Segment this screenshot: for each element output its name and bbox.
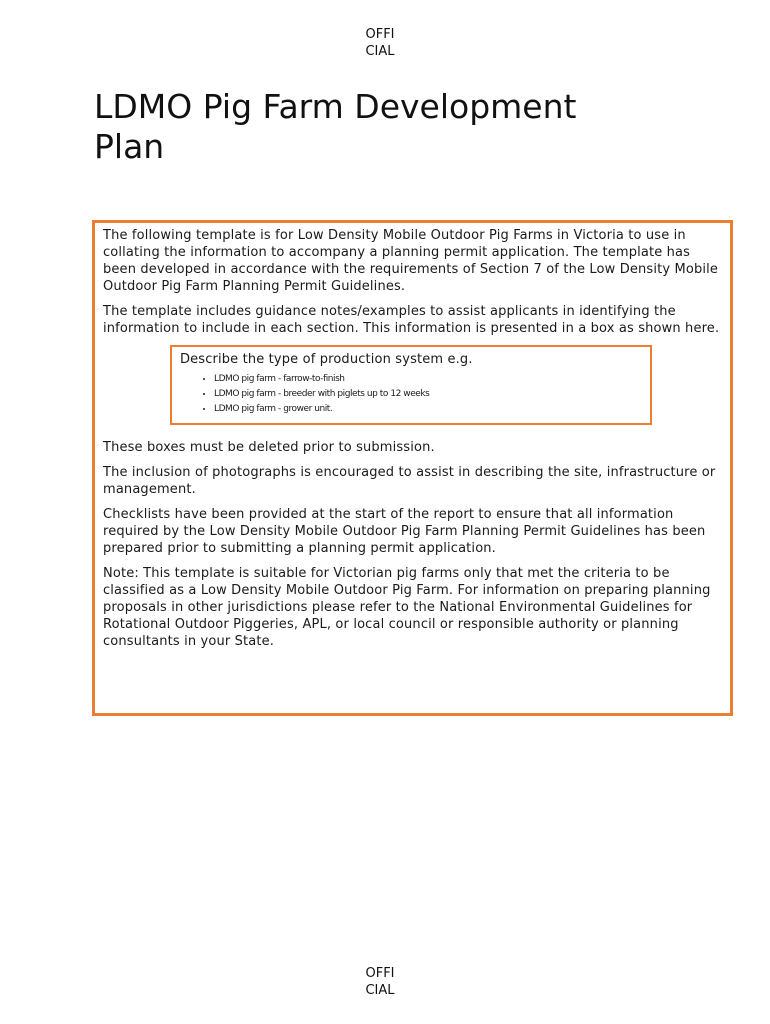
classification-line-2: CIAL [365, 44, 395, 59]
guidance-paragraph-note: Note: This template is suitable for Victorian pig farms only that met the criteria to be classified as a Low Density Mobile Outdoor Pig Farm. For information on preparing planning proposals in other jurisdictions please refer to the National Environmental Guidelines for Rotational Outdoor Piggeries, APL, or local council or responsible authority or planning consultants in your State. [103, 566, 711, 649]
classification-line-1: OFFI [365, 966, 395, 981]
document-title-line-1: LDMO Pig Farm Development [94, 87, 577, 126]
classification-marking-header [340, 26, 420, 60]
document-title-line-2: Plan [94, 127, 165, 166]
document-title [94, 87, 694, 167]
guidance-paragraph-checklists: Checklists have been provided at the start of the report to ensure that all information required by the Low Density Mobile Outdoor Pig Farm Planning Permit Guidelines has been prepared prior to submitting a planning permit application. [103, 507, 706, 556]
example-guidance-box [170, 345, 652, 425]
classification-line-1: OFFI [365, 27, 395, 42]
example-list [180, 373, 644, 415]
guidance-paragraph-delete: These boxes must be deleted prior to submission. [103, 440, 435, 455]
classification-marking-footer [340, 965, 420, 999]
classification-line-2: CIAL [365, 983, 395, 998]
example-list-item: • LDMO pig farm - breeder with piglets up to 12 weeks [214, 388, 644, 400]
guidance-paragraph-intro: The following template is for Low Density Mobile Outdoor Pig Farms in Victoria to use in collating the information to accompany a planning permit application. The template has been developed in accordance with the requirements of Section 7 of the Low Density Mobile Outdoor Pig Farm Planning Permit Guidelines. [103, 228, 719, 294]
example-intro: Describe the type of production system e.g. [180, 352, 473, 367]
example-list-item: • LDMO pig farm - farrow-to-finish [214, 373, 644, 385]
example-list-item: • LDMO pig farm - grower unit. [214, 403, 644, 415]
guidance-paragraph-notes: The template includes guidance notes/examples to assist applicants in identifying the information to include in each section. This information is presented in a box as shown here. [103, 304, 720, 336]
guidance-paragraph-photographs: The inclusion of photographs is encouraged to assist in describing the site, infrastructure or management. [103, 465, 716, 497]
guidance-box [92, 220, 733, 716]
